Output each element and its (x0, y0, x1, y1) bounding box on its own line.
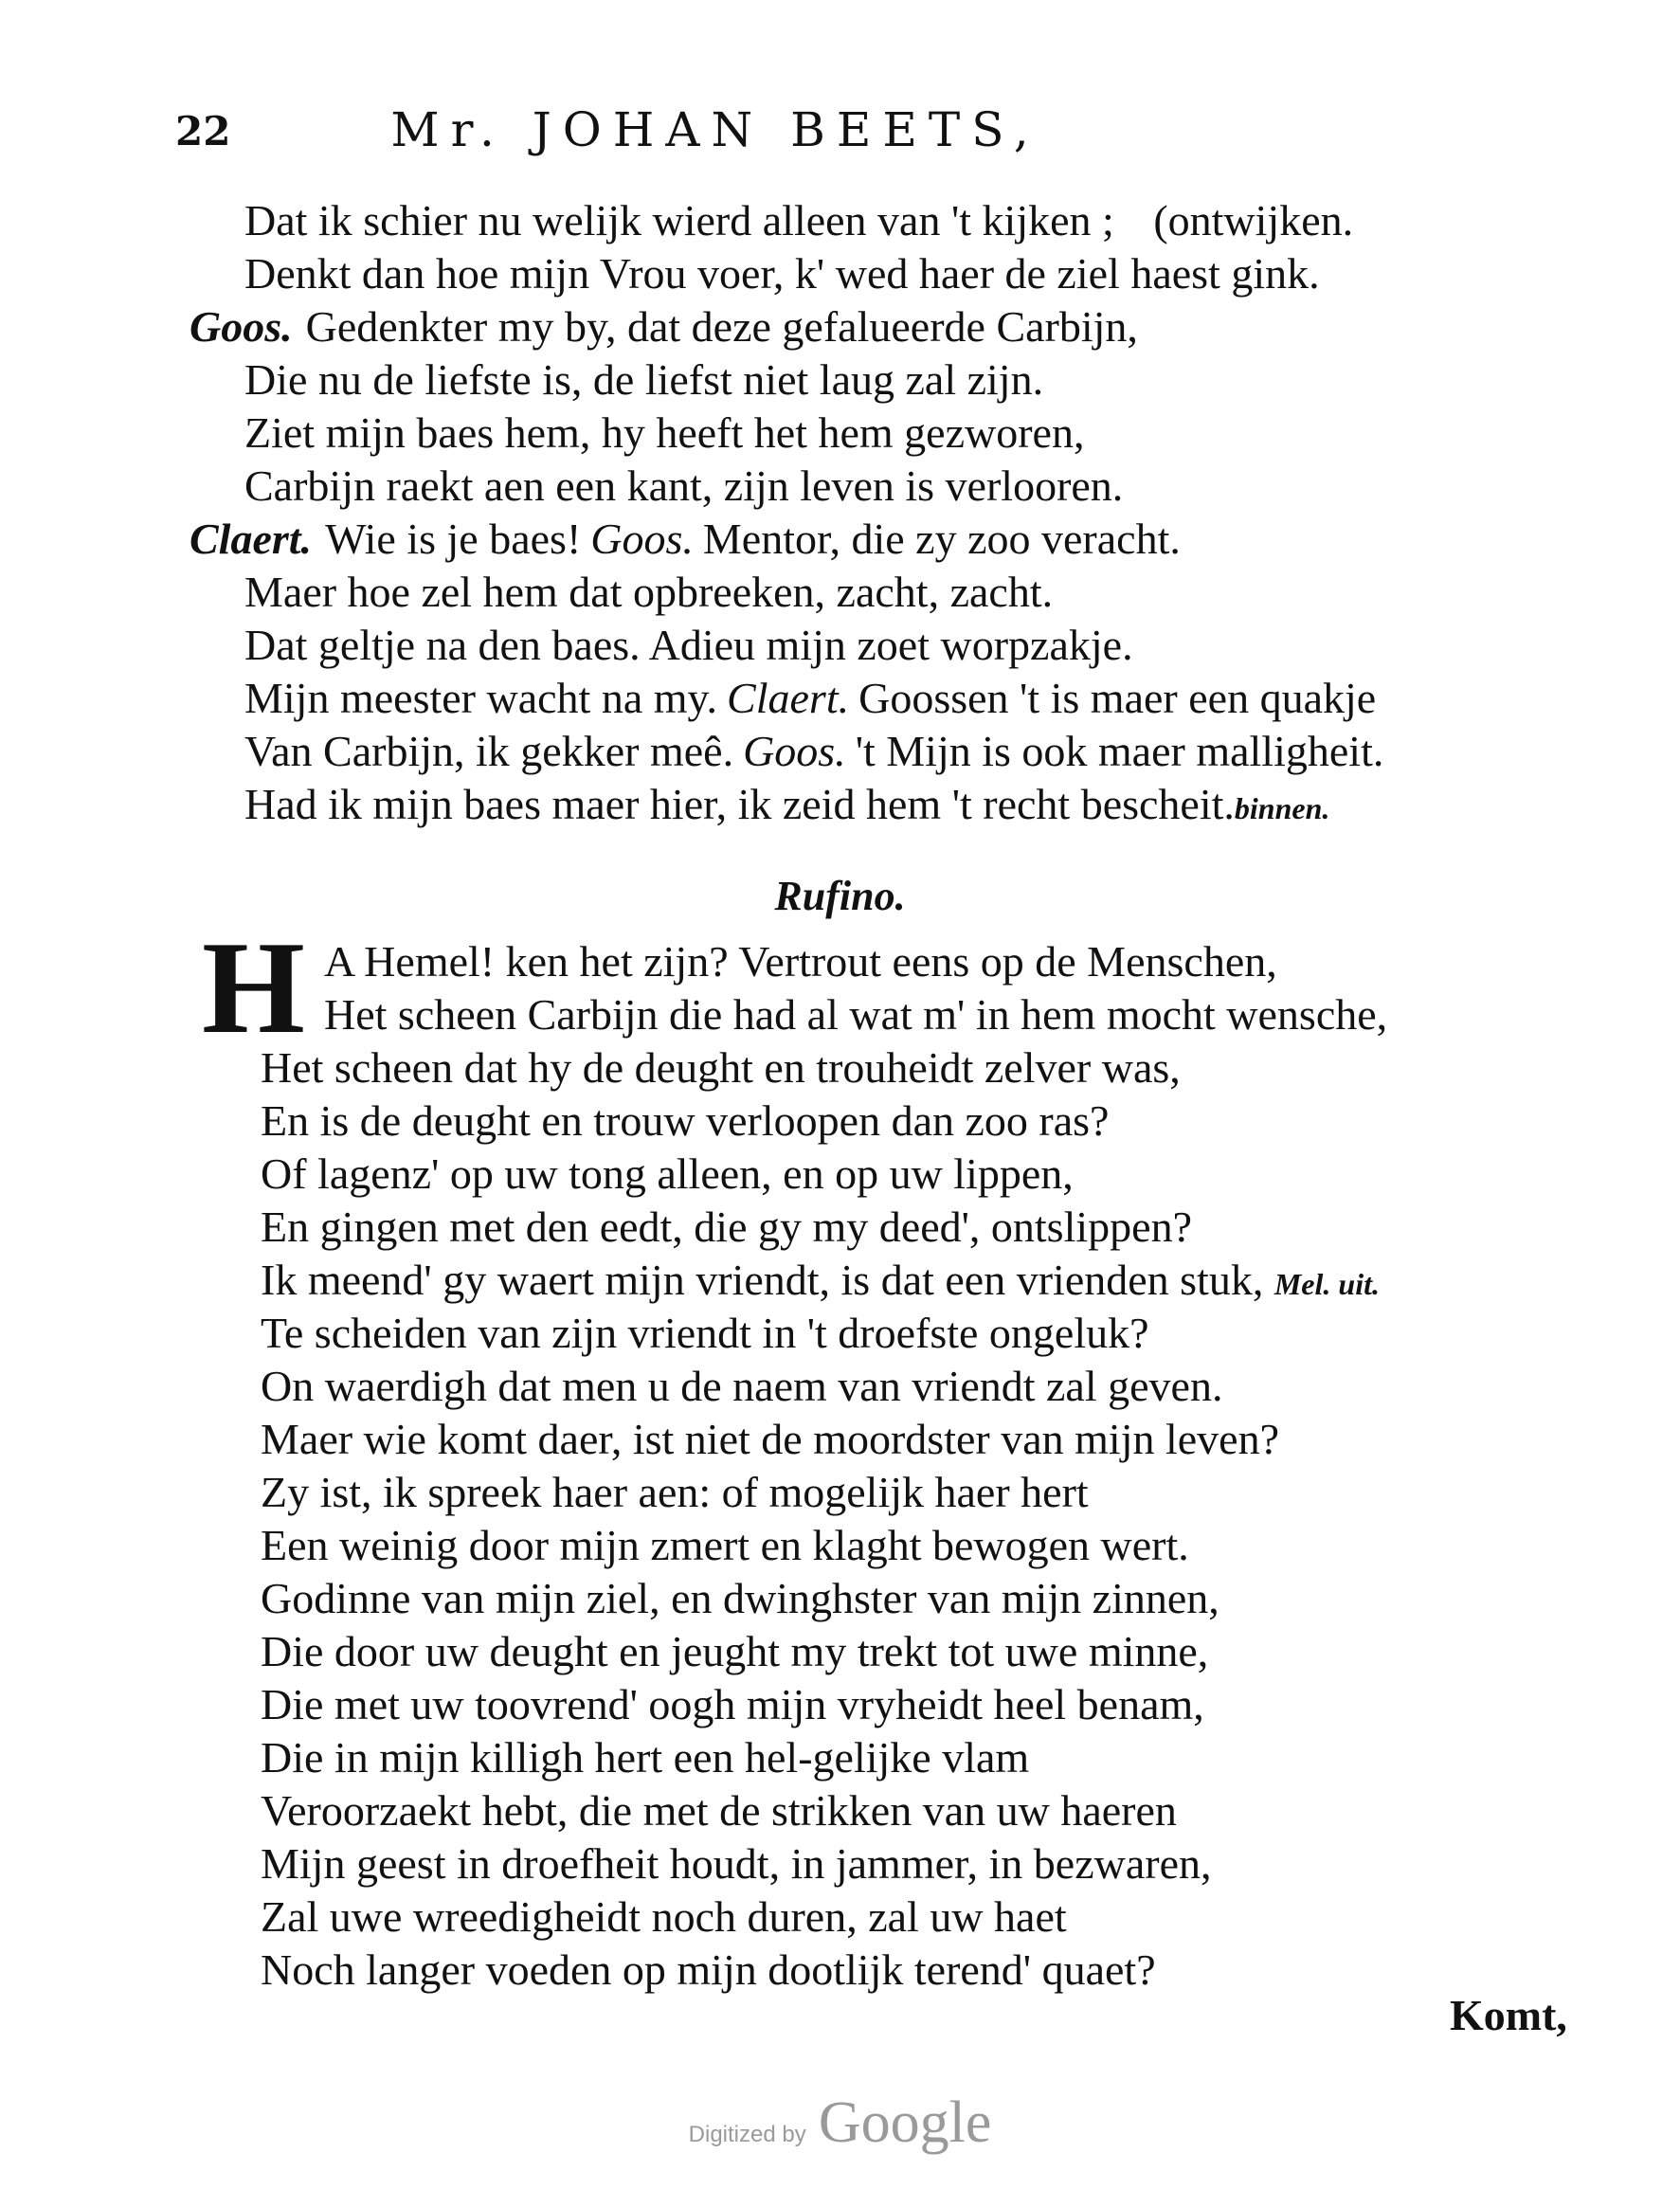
speaker-label: Goos. (743, 727, 846, 775)
speaker-label: Goos. (190, 302, 293, 351)
speaker-label: Goos. (590, 515, 694, 563)
stage-direction: binnen. (1234, 791, 1330, 825)
catchword: Komt, (1450, 1991, 1567, 2039)
verse-line: Maer hoe zel hem dat opbreeken, zacht, zacht. (244, 568, 1054, 616)
stage-direction: Mel. uit. (1274, 1267, 1380, 1301)
scene-speaker-heading: Rufino. (774, 873, 906, 919)
verse-line: Of lagenz' op uw tong alleen, en op uw lippen, (261, 1149, 1074, 1198)
verse-line: Denkt dan hoe mijn Vrou voer, k' wed haer de ziel haest gink. (244, 249, 1320, 298)
verse-line: Mijn meester wacht na my. Claert. Goossen 't is maer een quakje (244, 674, 1377, 722)
verse-line: Dat ik schier nu welijk wierd alleen van 't kijken ; (ontwijken. (244, 196, 1354, 244)
verse-line: Had ik mijn baes maer hier, ik zeid hem 't recht bescheit.binnen. (244, 780, 1330, 828)
verse-line: Mijn geest in droefheit houdt, in jammer, in bezwaren, (261, 1839, 1212, 1888)
verse-line: Zy ist, ik spreek haer aen: of mogelijk haer hert (261, 1468, 1089, 1516)
page-header (175, 102, 1255, 169)
verse-line: Het scheen Carbijn die had al wat m' in hem mocht wensche, (324, 990, 1388, 1039)
verse-line: Maer wie komt daer, ist niet de moordster van mijn leven? (261, 1415, 1280, 1463)
speaker-label: Claert. (727, 674, 850, 722)
verse-line: Het scheen dat hy de deught en trouheidt zelver was, (261, 1043, 1181, 1092)
digitization-watermark (0, 2089, 1680, 2157)
digitized-label: Digitized by (688, 2122, 806, 2147)
verse-line: On waerdigh dat men u de naem van vriendt zal geven. (261, 1362, 1223, 1410)
verse-line: Noch langer voeden op mijn dootlijk terend' quaet? (261, 1945, 1156, 1994)
page-number: 22 (175, 108, 231, 154)
verse-line: Veroorzaekt hebt, die met de strikken van uw haeren (261, 1786, 1177, 1835)
verse-line: Te scheiden van zijn vriendt in 't droefste ongeluk? (261, 1309, 1149, 1357)
verse-line: A Hemel! ken het zijn? Vertrout eens op de Menschen, (324, 937, 1277, 986)
verse-line: Goos. Gedenkter my by, dat deze gefalueerde Carbijn, (190, 302, 1138, 351)
running-title: Mr. JOHAN BEETS, (390, 102, 1040, 157)
google-logo: Google (818, 2090, 992, 2155)
verse-line: Claert. Wie is je baes! Goos. Mentor, die zy zoo veracht. (190, 515, 1181, 563)
verse-line: Godinne van mijn ziel, en dwinghster van mijn zinnen, (261, 1574, 1219, 1622)
speaker-label: Claert. (190, 515, 313, 563)
verse-line: Die in mijn killigh hert een hel-gelijke vlam (261, 1733, 1030, 1782)
verse-line: Zal uwe wreedigheidt noch duren, zal uw haet (261, 1892, 1067, 1941)
verse-line: Een weinig door mijn zmert en klaght bewogen wert. (261, 1521, 1189, 1569)
verse-line: Die door uw deught en jeught my trekt tot uwe minne, (261, 1627, 1209, 1675)
verse-line: En is de deught en trouw verloopen dan zoo ras? (261, 1096, 1110, 1145)
verse-line: Ziet mijn baes hem, hy heeft het hem gezworen, (244, 408, 1085, 457)
verse-line: Dat geltje na den baes. Adieu mijn zoet worpzakje. (244, 621, 1133, 669)
verse-line: Ik meend' gy waert mijn vriendt, is dat een vrienden stuk, Mel. uit. (261, 1256, 1380, 1304)
verse-line: En gingen met den eedt, die gy my deed', ontslippen? (261, 1203, 1192, 1251)
drop-cap: H (202, 914, 305, 1061)
verse-line: Van Carbijn, ik gekker meê. Goos. 't Mijn is ook maer malligheit. (244, 727, 1384, 775)
verse-line: Carbijn raekt aen een kant, zijn leven is verlooren. (244, 461, 1124, 510)
verse-line: Die nu de liefste is, de liefst niet laug zal zijn. (244, 355, 1044, 404)
verse-line: Die met uw toovrend' oogh mijn vryheidt heel benam, (261, 1680, 1204, 1728)
